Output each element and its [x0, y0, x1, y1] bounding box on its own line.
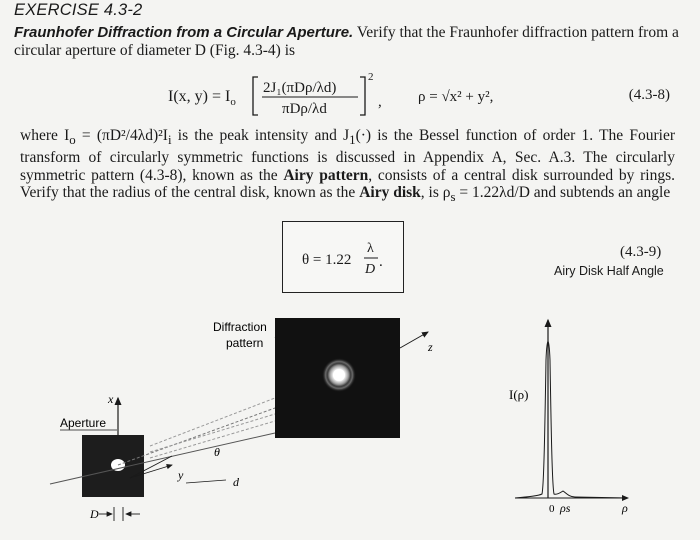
eq1-lhs-sub: o [230, 96, 236, 108]
diffraction-figure [0, 300, 700, 540]
eq2-lhs: θ = 1.22 [302, 252, 352, 268]
problem-heading: Fraunhofer Diffraction from a Circular Aperture. [14, 24, 354, 41]
svg-text:,: , [378, 94, 382, 110]
aperture-label: Aperture [60, 416, 107, 430]
intensity-profile-curve [515, 341, 628, 498]
equation-intensity [0, 68, 700, 120]
eq2-numerator: λ [367, 241, 374, 256]
exercise-title: EXERCISE 4.3-2 [14, 1, 143, 19]
svg-text:z: z [428, 340, 433, 354]
svg-text:.: . [379, 254, 383, 270]
svg-text:θ: θ [214, 445, 220, 459]
svg-text:y: y [178, 468, 184, 482]
right-bracket [360, 77, 365, 115]
svg-text:0: 0 [549, 503, 555, 515]
eq1-rho-definition: ρ = √x² + y², [418, 89, 494, 105]
rho-s-label: ρs [560, 501, 571, 515]
equation-box [282, 221, 404, 293]
svg-text:D: D [90, 507, 99, 521]
svg-text:I(x, y) = Io [168, 88, 236, 108]
problem-lead-text: Verify that the Fraunhofer diffraction pattern from a circular aperture of diameter D (Fig. 4.3-4) is [14, 24, 679, 59]
body-paragraph: where $I_o = (\pi D^2/4\lambda d)^2I_i$ is the peak intensity and $J_1(\cdot)$ is the Bessel function of order 1. The Fourier transform of circularly symmetric functions is discussed in Appendix A, Sec. A.3. The circularly symmetric pattern (4.3-8), known as the Airy pattern, consists of a central disk surrounded by rings. Verify that the radius of the central disk, known as the Airy disk, is $\rho_s = 1.22\lambda d/D$ and subtends an angle [20, 127, 675, 205]
z-axis-arrow [400, 332, 428, 348]
svg-text:d: d [233, 475, 239, 489]
left-bracket [253, 77, 258, 115]
equation-2-caption: Airy Disk Half Angle [554, 264, 664, 278]
eq2-denominator: D [365, 262, 376, 277]
svg-text:x: x [108, 392, 114, 406]
intensity-label: I(ρ) [509, 387, 529, 402]
problem-statement [14, 24, 684, 60]
eq1-numerator: 2J₁(πDρ/λd) [263, 80, 337, 96]
eq1-exponent: 2 [368, 71, 374, 83]
pattern-label-line1: Diffraction [213, 320, 267, 334]
term-airy-disk: Airy disk [359, 184, 421, 202]
eq1-lhs: I(x, y) = I [168, 88, 231, 105]
svg-text:ρ: ρ [622, 501, 628, 515]
equation-1-number: (4.3-8) [628, 87, 670, 103]
eq1-denominator: πDρ/λd [282, 101, 327, 117]
term-airy-pattern: Airy pattern [283, 166, 369, 184]
pattern-label-line2: pattern [226, 336, 264, 350]
equation-2-number: (4.3-9) [620, 244, 662, 260]
equation-angle [283, 222, 403, 292]
